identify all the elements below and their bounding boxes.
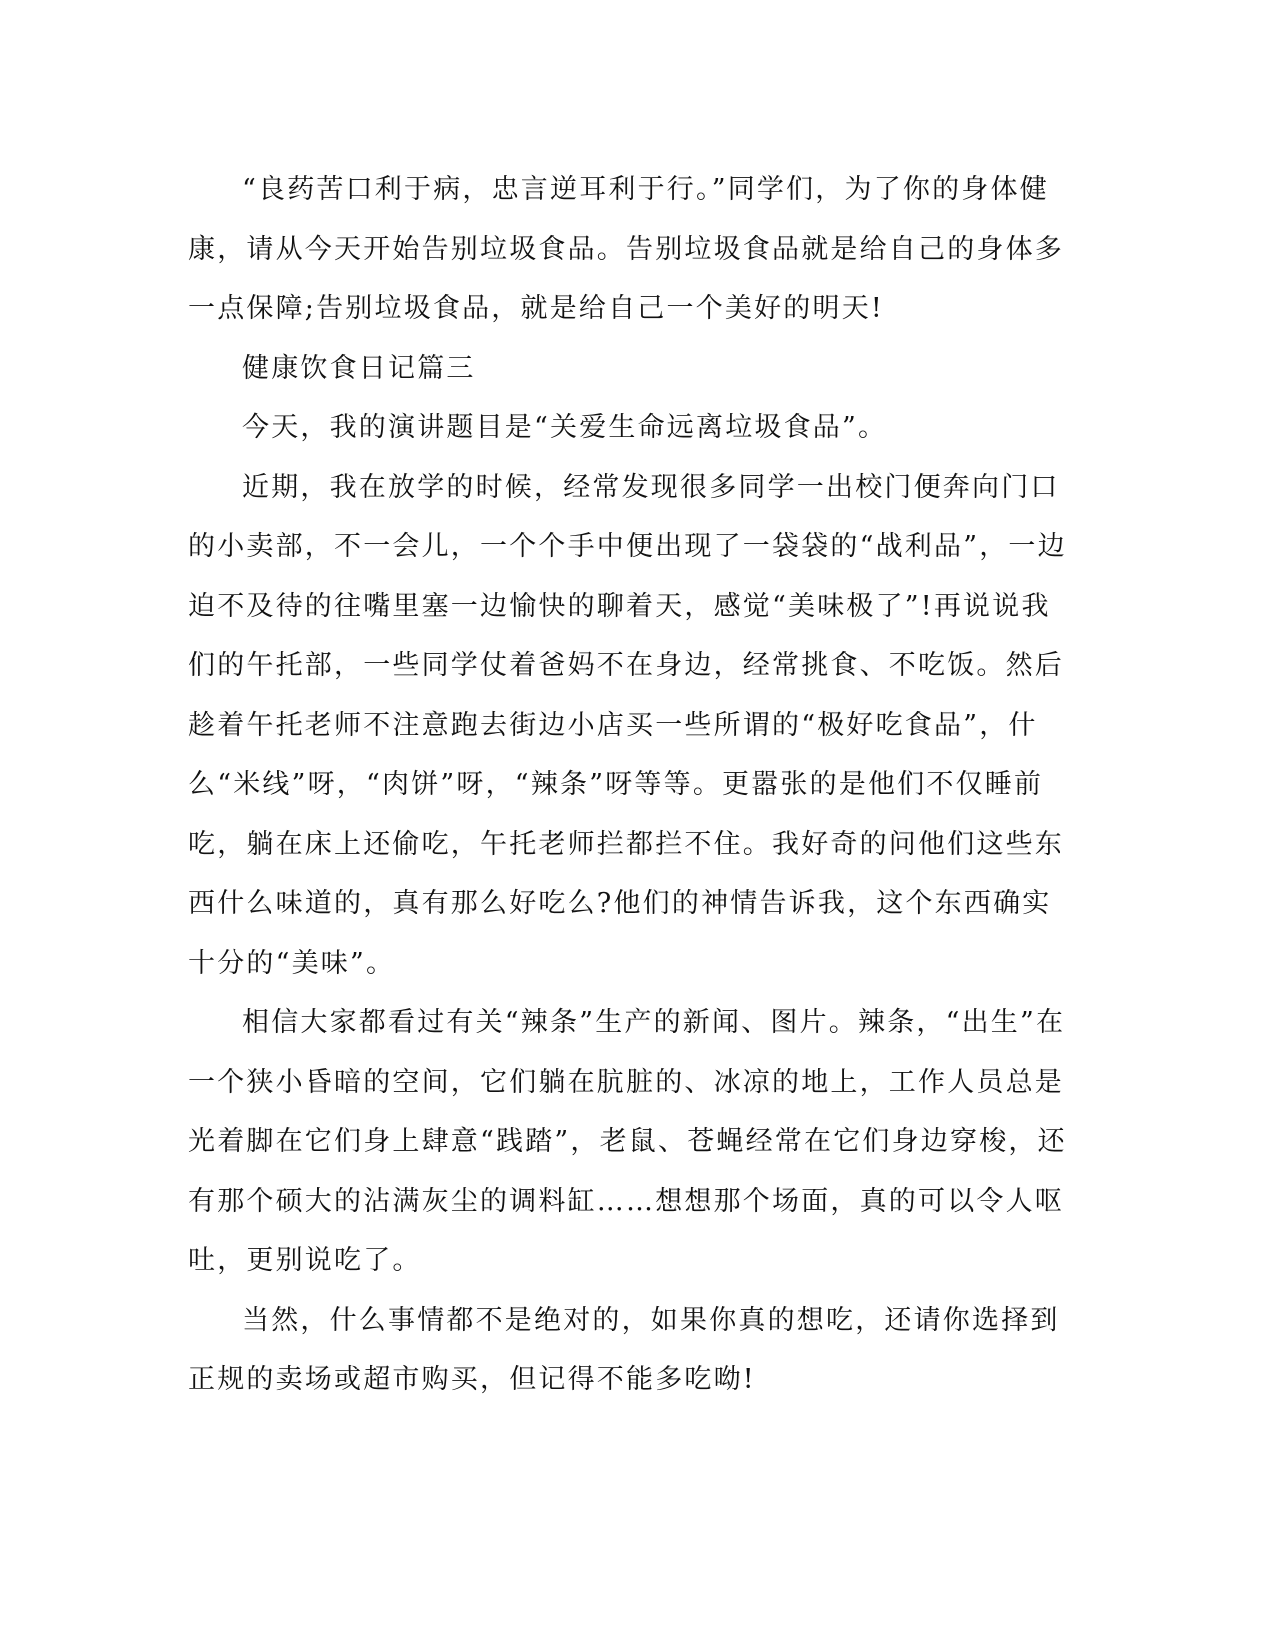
paragraph-closing-appeal: “良药苦口利于病，忠言逆耳利于行。”同学们，为了你的身体健康，请从今天开始告别垃圾食品。告别垃圾食品就是给自己的身体多一点保障;告别垃圾食品，就是给自己一个美好的明天! (188, 174, 1064, 324)
paragraph-production-news: 相信大家都看过有关“辣条”生产的新闻、图片。辣条，“出生”在一个狭小昏暗的空间，它们躺在肮脏的、冰凉的地上，工作人员总是光着脚在它们身上肆意“践踏”，老鼠、苍蝇经常在它们身边穿梭，还有那个硕大的沾满灰尘的调料缸……想想那个场面，真的可以令人呕吐，更别说吃了。 (188, 1007, 1067, 1276)
document-body (188, 160, 1068, 1410)
paragraph-speech-topic: 今天，我的演讲题目是“关爱生命远离垃圾食品”。 (242, 412, 888, 443)
paragraph-advice: 当然，什么事情都不是绝对的，如果你真的想吃，还请你选择到正规的卖场或超市购买，但记得不能多吃呦! (188, 1304, 1060, 1395)
section-heading: 健康饮食日记篇三 (242, 352, 476, 384)
paragraph-observation: 近期，我在放学的时候，经常发现很多同学一出校门便奔向门口的小卖部，不一会儿，一个个手中便出现了一袋袋的“战利品”，一边迫不及待的往嘴里塞一边愉快的聊着天，感觉“美味极了”!再说说我们的午托部，一些同学仗着爸妈不在身边，经常挑食、不吃饭。然后趁着午托老师不注意跑去街边小店买一些所谓的“极好吃食品”，什么“米线”呀，“肉饼”呀，“辣条”呀等等。更嚣张的是他们不仅睡前吃，躺在床上还偷吃，午托老师拦都拦不住。我好奇的问他们这些东西什么味道的，真有那么好吃么?他们的神情告诉我，这个东西确实十分的“美味”。 (188, 471, 1067, 979)
